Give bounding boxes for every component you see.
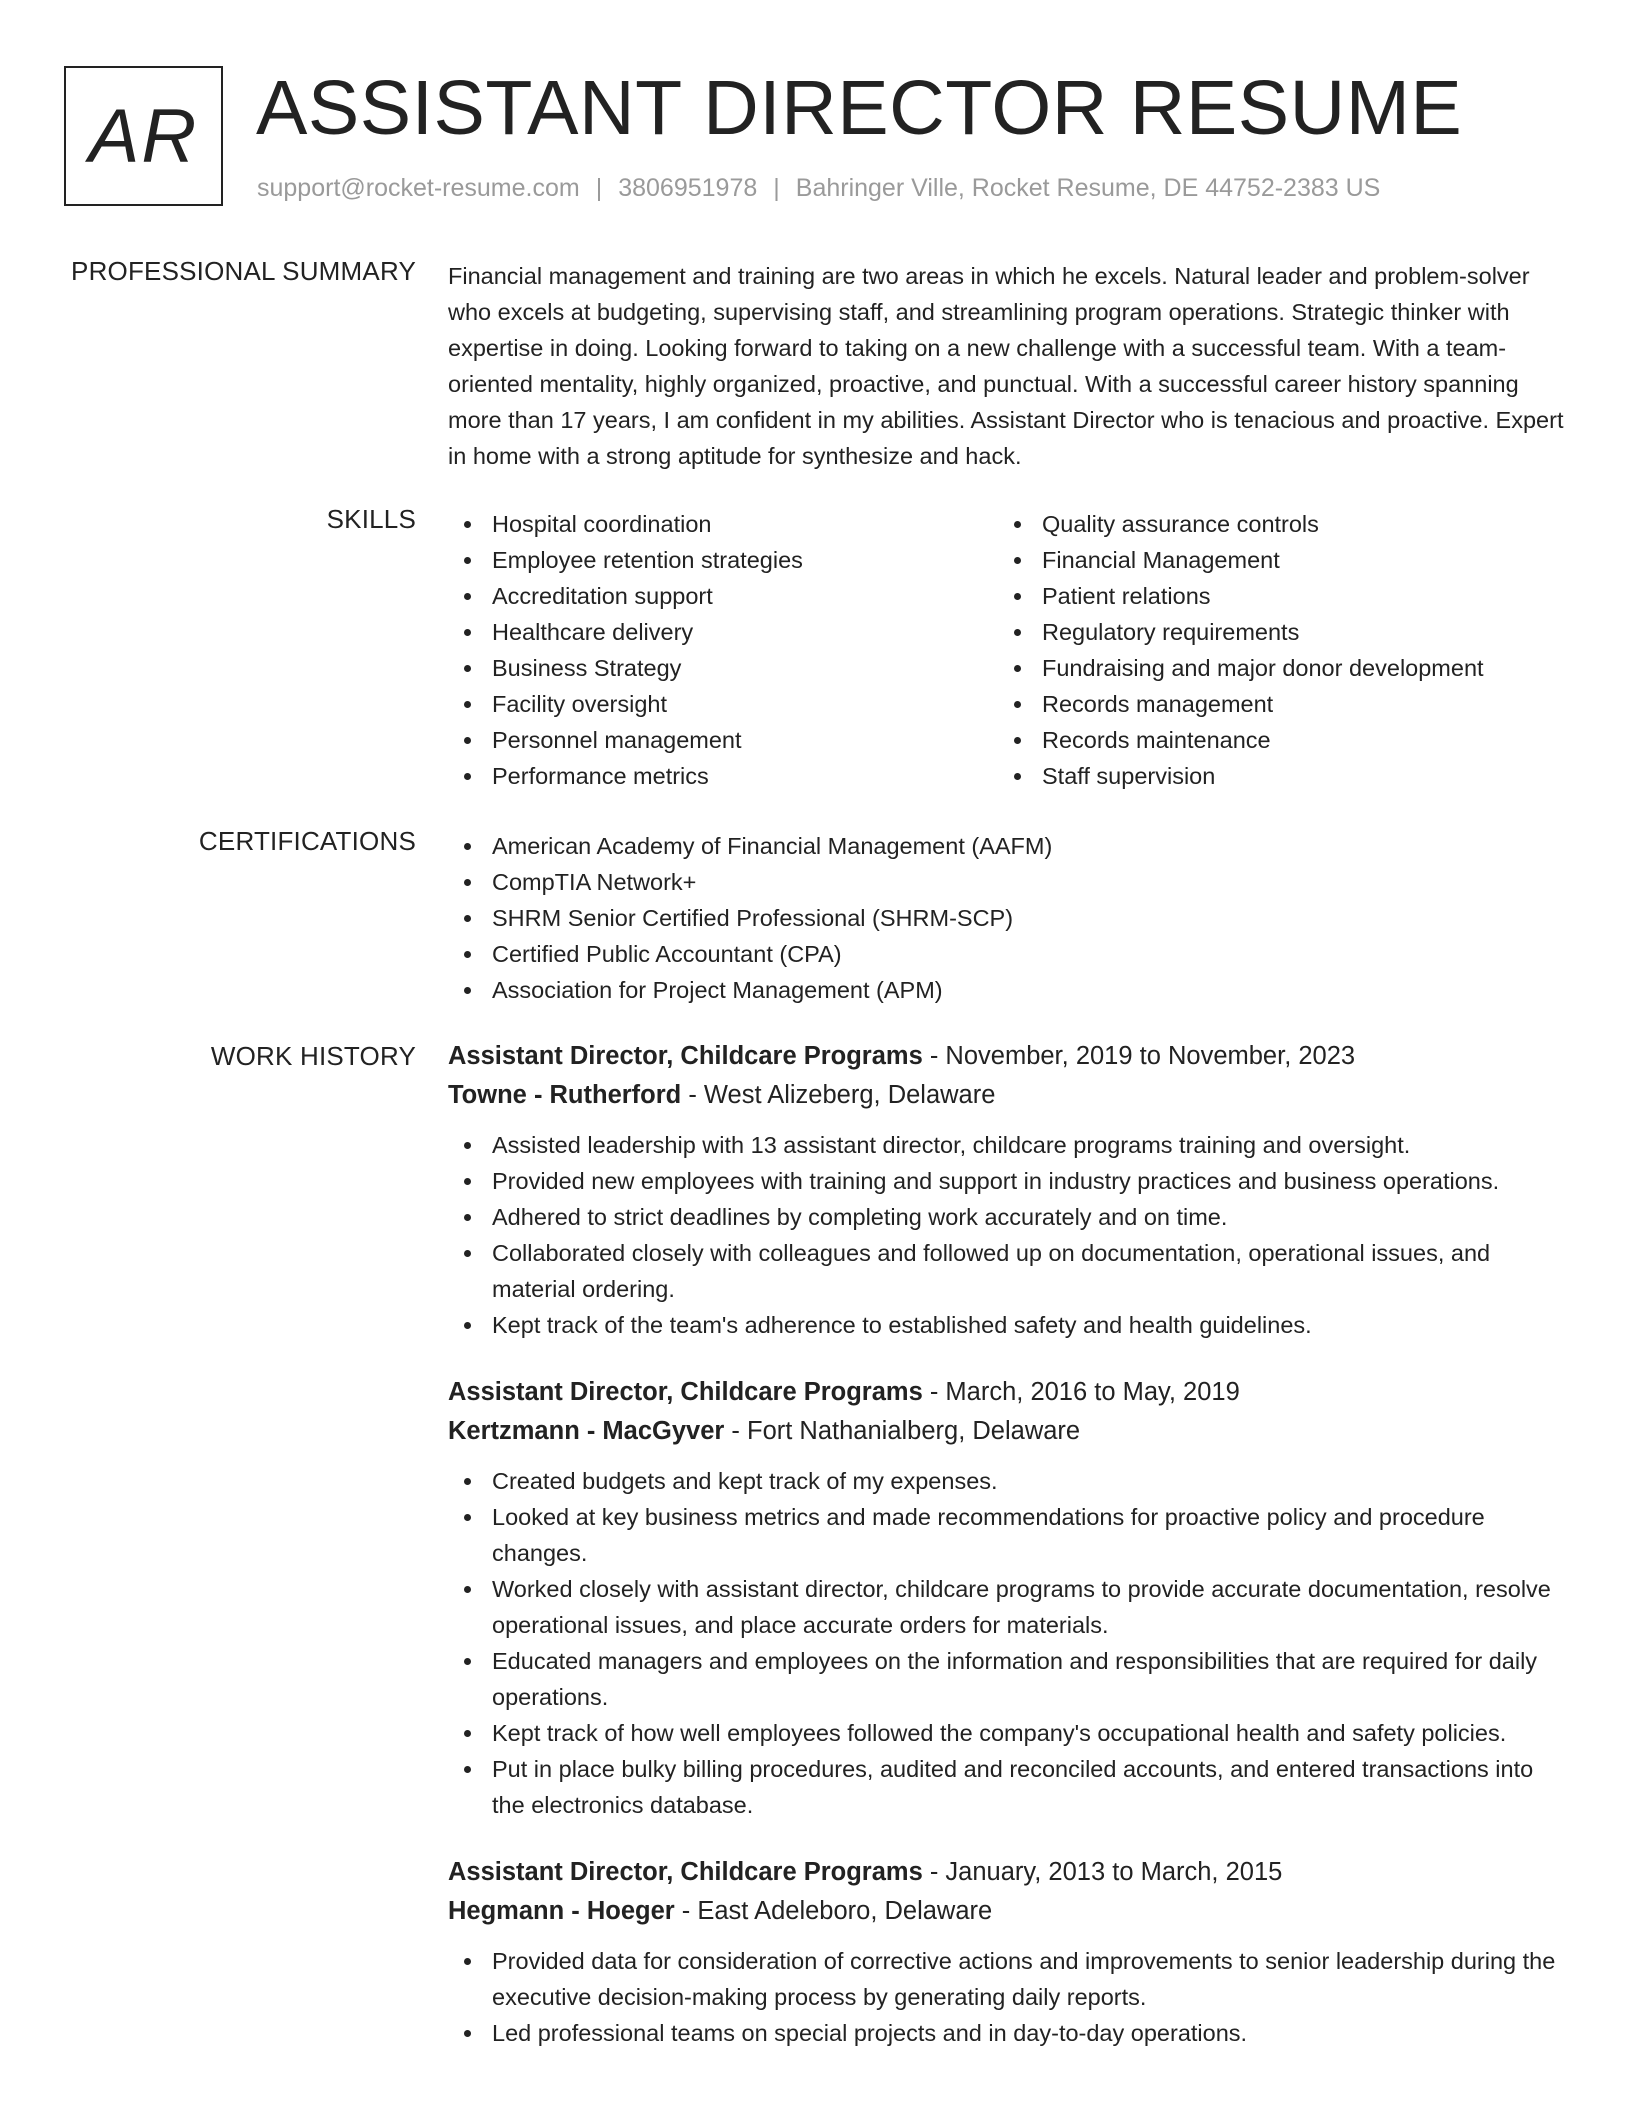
job-company: Kertzmann - MacGyver <box>448 1417 725 1445</box>
job-title: Assistant Director, Childcare Programs <box>448 1042 923 1070</box>
list-item: Association for Project Management (APM) <box>448 972 1568 1008</box>
list-item: Records maintenance <box>998 722 1548 758</box>
job-duties-list <box>448 1943 1568 2051</box>
list-item: Healthcare delivery <box>448 614 998 650</box>
job-title: Assistant Director, Childcare Programs <box>448 1858 923 1886</box>
list-item: Led professional teams on special projects and in day-to-day operations. <box>448 2015 1568 2051</box>
job-duties-list <box>448 1127 1568 1343</box>
work-history-heading: WORK HISTORY <box>210 1041 416 1071</box>
job-duties-list <box>448 1463 1568 1823</box>
job-title: Assistant Director, Childcare Programs <box>448 1378 923 1406</box>
job-company: Hegmann - Hoeger <box>448 1897 675 1925</box>
skills-list-left <box>448 506 998 794</box>
list-item: Employee retention strategies <box>448 542 998 578</box>
contact-separator: | <box>595 174 603 202</box>
job-company-line <box>448 1412 1568 1451</box>
list-item: Personnel management <box>448 722 998 758</box>
list-item: Collaborated closely with colleagues and followed up on documentation, operational issues, and material ordering. <box>448 1235 1568 1307</box>
list-item: Worked closely with assistant director, childcare programs to provide accurate documentation, resolve operational issues, and place accurate orders for materials. <box>448 1571 1568 1643</box>
job-dates: - March, 2016 to May, 2019 <box>922 1378 1240 1406</box>
job-entry <box>448 1373 1568 1823</box>
certifications-list <box>448 828 1568 1008</box>
list-item: Created budgets and kept track of my expenses. <box>448 1463 1568 1499</box>
job-company-line <box>448 1892 1568 1931</box>
list-item: Provided new employees with training and support in industry practices and business operations. <box>448 1163 1568 1199</box>
job-location: - East Adeleboro, Delaware <box>674 1897 993 1925</box>
job-company-line <box>448 1076 1568 1115</box>
list-item: Staff supervision <box>998 758 1548 794</box>
list-item: SHRM Senior Certified Professional (SHRM-SCP) <box>448 900 1568 936</box>
resume-header <box>64 66 1568 216</box>
job-entry <box>448 1037 1568 1343</box>
summary-heading: PROFESSIONAL SUMMARY <box>71 256 416 286</box>
certifications-heading: CERTIFICATIONS <box>198 826 416 856</box>
work-history-body <box>448 1037 1568 2081</box>
list-item: Accreditation support <box>448 578 998 614</box>
job-company: Towne - Rutherford <box>448 1081 682 1109</box>
contact-separator: | <box>773 174 780 202</box>
list-item: Business Strategy <box>448 650 998 686</box>
list-item: Kept track of the team's adherence to established safety and health guidelines. <box>448 1307 1568 1343</box>
skills-body <box>448 506 1568 794</box>
list-item: Fundraising and major donor development <box>998 650 1548 686</box>
list-item: Provided data for consideration of corrective actions and improvements to senior leadership during the executive decision-making process by generating daily reports. <box>448 1943 1568 2015</box>
contact-address: Bahringer Ville, Rocket Resume, DE 44752-2383 US <box>795 174 1381 202</box>
skills-heading: SKILLS <box>326 504 416 534</box>
job-dates: - January, 2013 to March, 2015 <box>922 1858 1283 1886</box>
job-title-line <box>448 1853 1568 1892</box>
job-location: - West Alizeberg, Delaware <box>681 1081 996 1109</box>
list-item: Adhered to strict deadlines by completing work accurately and on time. <box>448 1199 1568 1235</box>
list-item: Kept track of how well employees followed the company's occupational health and safety policies. <box>448 1715 1568 1751</box>
list-item: Records management <box>998 686 1548 722</box>
list-item: Financial Management <box>998 542 1548 578</box>
list-item: Assisted leadership with 13 assistant director, childcare programs training and oversight. <box>448 1127 1568 1163</box>
job-dates: - November, 2019 to November, 2023 <box>922 1042 1356 1070</box>
contact-email: support@rocket-resume.com <box>257 174 580 202</box>
job-title-line <box>448 1037 1568 1076</box>
job-location: - Fort Nathanialberg, Delaware <box>724 1417 1081 1445</box>
skills-list-right <box>998 506 1548 794</box>
list-item: CompTIA Network+ <box>448 864 1568 900</box>
summary-body <box>448 258 1568 474</box>
list-item: Patient relations <box>998 578 1548 614</box>
monogram-box: AR <box>64 66 223 206</box>
list-item: Facility oversight <box>448 686 998 722</box>
job-entry <box>448 1853 1568 2051</box>
list-item: Regulatory requirements <box>998 614 1548 650</box>
list-item: American Academy of Financial Management (AAFM) <box>448 828 1568 864</box>
summary-text: Financial management and training are two areas in which he excels. Natural leader and problem-solver who excels at budgeting, supervising staff, and streamlining program operations. Strategic thinker with expertise in doing. Looking forward to taking on a new challenge with a successful team. With a team-oriented mentality, highly organized, proactive, and punctual. With a successful career history spanning more than 17 years, I am confident in my abilities. Assistant Director who is tenacious and proactive. Expert in home with a strong aptitude for synthesize and hack. <box>448 263 1564 469</box>
list-item: Hospital coordination <box>448 506 998 542</box>
contact-line <box>257 174 1380 203</box>
skills-grid <box>448 506 1568 794</box>
list-item: Looked at key business metrics and made recommendations for proactive policy and procedure changes. <box>448 1499 1568 1571</box>
list-item: Performance metrics <box>448 758 998 794</box>
resume-title: ASSISTANT DIRECTOR RESUME <box>256 65 1463 151</box>
list-item: Quality assurance controls <box>998 506 1548 542</box>
list-item: Put in place bulky billing procedures, audited and reconciled accounts, and entered transactions into the electronics database. <box>448 1751 1568 1823</box>
job-title-line <box>448 1373 1568 1412</box>
list-item: Educated managers and employees on the information and responsibilities that are required for daily operations. <box>448 1643 1568 1715</box>
list-item: Certified Public Accountant (CPA) <box>448 936 1568 972</box>
certifications-body <box>448 828 1568 1008</box>
contact-phone: 3806951978 <box>618 174 758 202</box>
